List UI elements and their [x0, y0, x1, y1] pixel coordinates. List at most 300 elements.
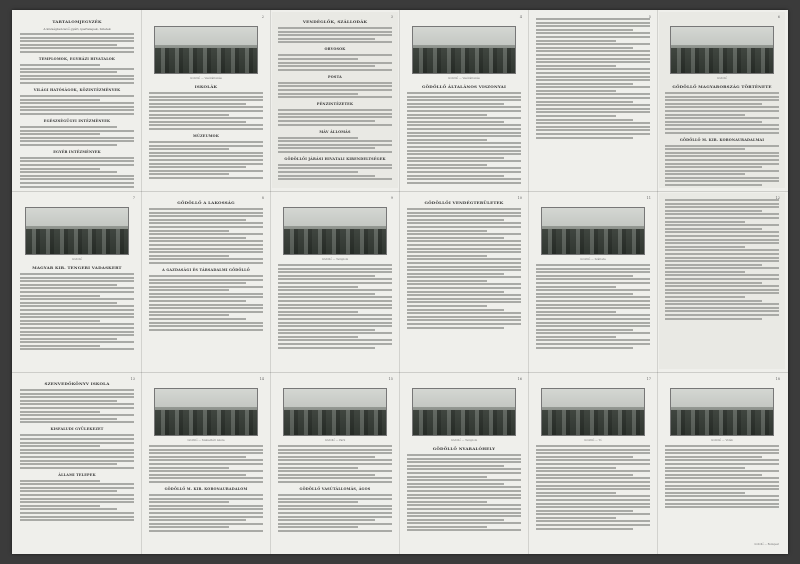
text-line: [407, 240, 521, 242]
text-line: [149, 262, 263, 264]
body-text: [278, 264, 392, 349]
text-line: [665, 148, 745, 150]
text-line: [278, 178, 392, 180]
text-line: [278, 501, 358, 503]
brochure-page: [272, 12, 398, 188]
text-line: [407, 504, 521, 506]
text-line: [278, 523, 392, 525]
body-text: [407, 92, 521, 184]
body-text: [536, 18, 650, 139]
text-line: [665, 260, 779, 262]
text-line: [20, 467, 134, 469]
text-line: [278, 339, 392, 341]
text-line: [149, 244, 263, 246]
text-line: [278, 452, 392, 454]
text-line: [665, 132, 779, 134]
text-line: [20, 309, 134, 311]
text-line: [665, 106, 779, 108]
text-line: [149, 282, 246, 284]
text-line: [20, 323, 134, 325]
text-line: [665, 92, 779, 94]
text-line: [407, 298, 521, 300]
text-line: [278, 85, 392, 87]
brochure-page: [530, 193, 656, 369]
text-line: [536, 343, 650, 345]
text-line: [407, 515, 521, 517]
text-line: [665, 246, 745, 248]
text-line: [149, 114, 229, 116]
text-line: [149, 226, 263, 228]
text-line: [665, 177, 779, 179]
text-line: [536, 318, 650, 320]
text-line: [278, 271, 392, 273]
text-line: [407, 276, 521, 278]
body-text: [149, 208, 263, 331]
text-line: [20, 418, 117, 420]
text-line: [536, 40, 616, 42]
body-text: [20, 389, 134, 521]
fold-line: [270, 10, 271, 554]
text-line: [536, 332, 650, 334]
text-line: [665, 206, 779, 208]
photo-caption: Gödöllő: [716, 77, 728, 80]
text-line: [20, 144, 117, 146]
text-line: [665, 239, 779, 241]
text-line: [665, 203, 779, 205]
text-line: [278, 512, 392, 514]
page-number: 12: [775, 196, 780, 200]
text-line: [407, 262, 521, 264]
text-line: [149, 208, 263, 210]
text-line: [149, 498, 263, 500]
text-line: [665, 485, 779, 487]
text-line: [536, 133, 650, 135]
text-line: [407, 164, 487, 166]
text-line: [278, 459, 392, 461]
text-line: [536, 307, 650, 309]
text-line: [665, 264, 762, 266]
text-line: [20, 442, 134, 444]
text-line: [20, 331, 134, 333]
text-line: [665, 231, 779, 233]
page-photo: [670, 26, 774, 74]
text-line: [149, 106, 263, 108]
text-line: [407, 182, 521, 184]
page-heading: MAGYAR KIR. TENGERI VADASKERT: [32, 265, 122, 270]
text-line: [149, 155, 263, 157]
text-line: [149, 110, 263, 112]
text-line: [149, 314, 229, 316]
text-line: [536, 463, 650, 465]
text-line: [536, 97, 650, 99]
text-line: [278, 109, 392, 111]
text-line: [665, 257, 779, 259]
text-line: [20, 273, 134, 275]
text-line: [20, 106, 134, 108]
text-line: [278, 124, 392, 126]
text-line: [149, 304, 263, 306]
text-line: [665, 289, 779, 291]
text-line: [665, 228, 762, 230]
text-line: [407, 233, 521, 235]
text-line: [665, 503, 779, 505]
text-line: [278, 264, 392, 266]
text-line: [20, 130, 134, 132]
text-line: [536, 524, 650, 526]
text-line: [407, 215, 521, 217]
text-line: [665, 221, 745, 223]
text-line: [278, 58, 358, 60]
text-line: [20, 78, 134, 80]
text-line: [149, 251, 263, 253]
text-line: [20, 99, 100, 101]
text-line: [407, 117, 521, 119]
page-heading: GÖDÖLLŐ NYARALÓHELY: [432, 446, 496, 451]
text-line: [665, 499, 779, 501]
text-line: [536, 275, 633, 277]
text-line: [278, 293, 375, 295]
text-line: [536, 470, 650, 472]
text-line: [20, 280, 134, 282]
text-line: [536, 58, 650, 60]
text-line: [536, 339, 650, 341]
text-line: [536, 54, 650, 56]
fold-line: [12, 372, 788, 373]
text-line: [20, 298, 134, 300]
text-line: [20, 47, 134, 49]
text-line: [407, 175, 504, 177]
text-line: [149, 96, 263, 98]
text-line: [536, 282, 650, 284]
text-line: [278, 34, 392, 36]
page-number: 2: [261, 15, 264, 19]
text-line: [20, 407, 134, 409]
text-line: [407, 283, 521, 285]
section-heading: ÁLLAMI TELEPEK: [58, 472, 96, 477]
body-text: [278, 27, 392, 180]
page-heading: TARTALOMJEGYZÉK: [52, 19, 102, 24]
text-line: [20, 421, 134, 423]
text-line: [278, 82, 392, 84]
text-line: [407, 501, 487, 503]
section-heading: EGÉSZSÉGÜGYI INTÉZMÉNYEK: [43, 118, 111, 123]
text-line: [536, 122, 650, 124]
page-heading: VENDÉGLŐK, SZÁLLODÁK: [302, 19, 368, 24]
text-line: [407, 103, 504, 105]
text-line: [536, 137, 633, 139]
text-line: [278, 96, 392, 98]
body-text: [665, 92, 779, 186]
section-heading: MÚZEUMOK: [193, 133, 219, 138]
body-text: [278, 445, 392, 532]
section-heading: A GAZDASÁGI ÉS TÁRSADALMI GÖDÖLLŐ: [162, 267, 250, 272]
text-line: [278, 275, 375, 277]
text-line: [665, 285, 779, 287]
text-line: [149, 459, 263, 461]
text-line: [149, 512, 263, 514]
text-line: [407, 273, 504, 275]
section-heading: PÉNZINTÉZETEK: [316, 102, 354, 107]
text-line: [665, 467, 745, 469]
text-line: [149, 222, 263, 224]
text-line: [278, 286, 358, 288]
text-line: [20, 51, 134, 53]
text-line: [149, 449, 263, 451]
body-text: [665, 199, 779, 320]
text-line: [536, 528, 633, 530]
text-line: [665, 124, 779, 126]
text-line: [278, 69, 392, 71]
page-number: 14: [259, 377, 264, 381]
text-line: [536, 456, 633, 458]
text-line: [20, 157, 134, 159]
text-line: [278, 318, 392, 320]
text-line: [407, 121, 504, 123]
text-line: [278, 144, 392, 146]
text-line: [407, 461, 521, 463]
text-line: [20, 175, 134, 177]
text-line: [665, 282, 762, 284]
text-line: [20, 102, 134, 104]
text-line: [665, 477, 779, 479]
text-line: [278, 474, 375, 476]
text-line: [20, 320, 100, 322]
body-text: [536, 264, 650, 349]
text-line: [407, 146, 521, 148]
text-line: [665, 463, 779, 465]
text-line: [536, 336, 616, 338]
text-line: [149, 286, 263, 288]
text-line: [278, 307, 392, 309]
text-line: [20, 338, 117, 340]
page-number: 6: [777, 15, 780, 19]
text-line: [665, 242, 779, 244]
text-line: [536, 286, 616, 288]
text-line: [278, 481, 392, 483]
section-heading: GÖDÖLLŐ M. KIR. KORONAURADALMAI: [679, 137, 765, 142]
text-line: [407, 266, 521, 268]
text-line: [407, 305, 487, 307]
text-line: [665, 166, 762, 168]
text-line: [407, 327, 504, 329]
text-line: [407, 171, 521, 173]
text-line: [536, 115, 616, 117]
text-line: [536, 36, 650, 38]
section-heading: EGYÉB INTÉZMÉNYEK: [53, 149, 101, 154]
text-line: [278, 336, 358, 338]
section-heading: KISFALUDI GYÜLEKEZET: [50, 427, 104, 432]
text-line: [407, 316, 521, 318]
text-line: [665, 267, 779, 269]
text-line: [149, 325, 263, 327]
text-line: [536, 104, 650, 106]
text-line: [407, 178, 521, 180]
page-number: 7: [132, 196, 135, 200]
text-line: [407, 490, 521, 492]
photo-caption: Gödöllő — Vidék: [711, 439, 733, 442]
text-line: [665, 481, 779, 483]
text-line: [536, 322, 650, 324]
text-line: [149, 279, 263, 281]
body-text: [20, 33, 134, 188]
text-line: [665, 318, 762, 320]
text-line: [407, 468, 521, 470]
text-line: [665, 300, 762, 302]
brochure-page: [659, 12, 785, 188]
text-line: [407, 244, 521, 246]
text-line: [149, 289, 229, 291]
page-photo: [283, 388, 387, 436]
text-line: [407, 472, 521, 474]
text-line: [665, 180, 779, 182]
text-line: [536, 499, 650, 501]
text-line: [20, 313, 134, 315]
text-line: [407, 526, 487, 528]
text-line: [20, 400, 117, 402]
text-line: [20, 109, 134, 111]
text-line: [407, 312, 521, 314]
text-line: [407, 92, 521, 94]
page-footer: Gödöllő — Budapest: [754, 543, 779, 546]
text-line: [665, 170, 779, 172]
page-photo: [154, 388, 258, 436]
text-line: [20, 449, 134, 451]
text-line: [149, 99, 263, 101]
text-line: [536, 304, 650, 306]
text-line: [536, 278, 650, 280]
text-line: [536, 22, 650, 24]
text-line: [665, 310, 779, 312]
text-line: [149, 296, 263, 298]
text-line: [536, 296, 650, 298]
text-line: [20, 44, 117, 46]
page-number: 9: [390, 196, 393, 200]
text-line: [149, 177, 263, 179]
text-line: [20, 113, 134, 115]
text-line: [149, 128, 263, 130]
text-line: [536, 520, 650, 522]
text-line: [149, 159, 263, 161]
page-number: 16: [517, 377, 522, 381]
text-line: [20, 71, 117, 73]
text-line: [149, 508, 263, 510]
text-line: [665, 449, 779, 451]
text-line: [536, 93, 650, 95]
text-line: [149, 311, 263, 313]
text-line: [665, 292, 779, 294]
text-line: [665, 213, 779, 215]
text-line: [536, 481, 650, 483]
text-line: [20, 341, 134, 343]
body-text: [536, 445, 650, 530]
text-line: [278, 167, 392, 169]
text-line: [665, 217, 779, 219]
text-line: [20, 334, 134, 336]
text-line: [665, 303, 779, 305]
section-heading: GÖDÖLLŐ VASÚTÁLLOMÁS, ÁGOS: [299, 486, 371, 491]
text-line: [407, 106, 521, 108]
text-line: [149, 300, 246, 302]
page-heading: GÖDÖLLŐI VENDÉGTERÜLETEK: [424, 200, 504, 205]
text-line: [407, 280, 487, 282]
text-line: [407, 465, 504, 467]
text-line: [536, 449, 650, 451]
fold-line: [12, 191, 788, 192]
text-line: [20, 490, 117, 492]
text-line: [278, 282, 392, 284]
text-line: [665, 210, 762, 212]
text-line: [278, 467, 358, 469]
fold-line: [399, 10, 400, 554]
text-line: [536, 506, 650, 508]
text-line: [407, 248, 521, 250]
text-line: [536, 76, 650, 78]
page-photo: [412, 388, 516, 436]
page-heading: GÖDÖLLŐ ÁLTALÁNOS VISZONYAI: [421, 84, 507, 89]
text-line: [536, 467, 616, 469]
text-line: [665, 278, 779, 280]
text-line: [149, 212, 263, 214]
text-line: [149, 329, 263, 331]
text-line: [20, 494, 134, 496]
text-line: [665, 474, 762, 476]
text-line: [278, 38, 375, 40]
text-line: [536, 18, 650, 20]
text-line: [278, 62, 392, 64]
brochure-page: [401, 374, 527, 550]
text-line: [665, 459, 779, 461]
page-photo: [541, 388, 645, 436]
text-line: [149, 237, 246, 239]
text-line: [665, 492, 745, 494]
fold-line: [657, 10, 658, 554]
text-line: [278, 113, 392, 115]
page-number: 15: [388, 377, 393, 381]
text-line: [665, 152, 779, 154]
text-line: [407, 124, 521, 126]
fold-line: [141, 10, 142, 554]
text-line: [536, 79, 650, 81]
text-line: [20, 483, 134, 485]
text-line: [149, 293, 263, 295]
text-line: [20, 40, 134, 42]
text-line: [278, 289, 392, 291]
text-line: [407, 222, 521, 224]
text-line: [278, 31, 392, 33]
text-line: [20, 498, 134, 500]
photo-caption: Gödöllő — Templom: [321, 258, 349, 261]
text-line: [278, 519, 375, 521]
photo-caption: Gödöllő — Park: [324, 439, 346, 442]
text-line: [536, 293, 633, 295]
text-line: [407, 153, 521, 155]
text-line: [536, 311, 616, 313]
text-line: [20, 287, 134, 289]
text-line: [407, 226, 521, 228]
text-line: [149, 141, 263, 143]
photo-caption: Gödöllő — Tó: [584, 439, 602, 442]
text-line: [20, 37, 134, 39]
text-line: [407, 529, 521, 531]
text-line: [665, 103, 762, 105]
text-line: [278, 54, 392, 56]
text-line: [407, 497, 521, 499]
text-line: [407, 139, 487, 141]
text-line: [536, 314, 650, 316]
text-line: [536, 90, 616, 92]
text-line: [536, 510, 633, 512]
page-number: 13: [130, 377, 135, 381]
